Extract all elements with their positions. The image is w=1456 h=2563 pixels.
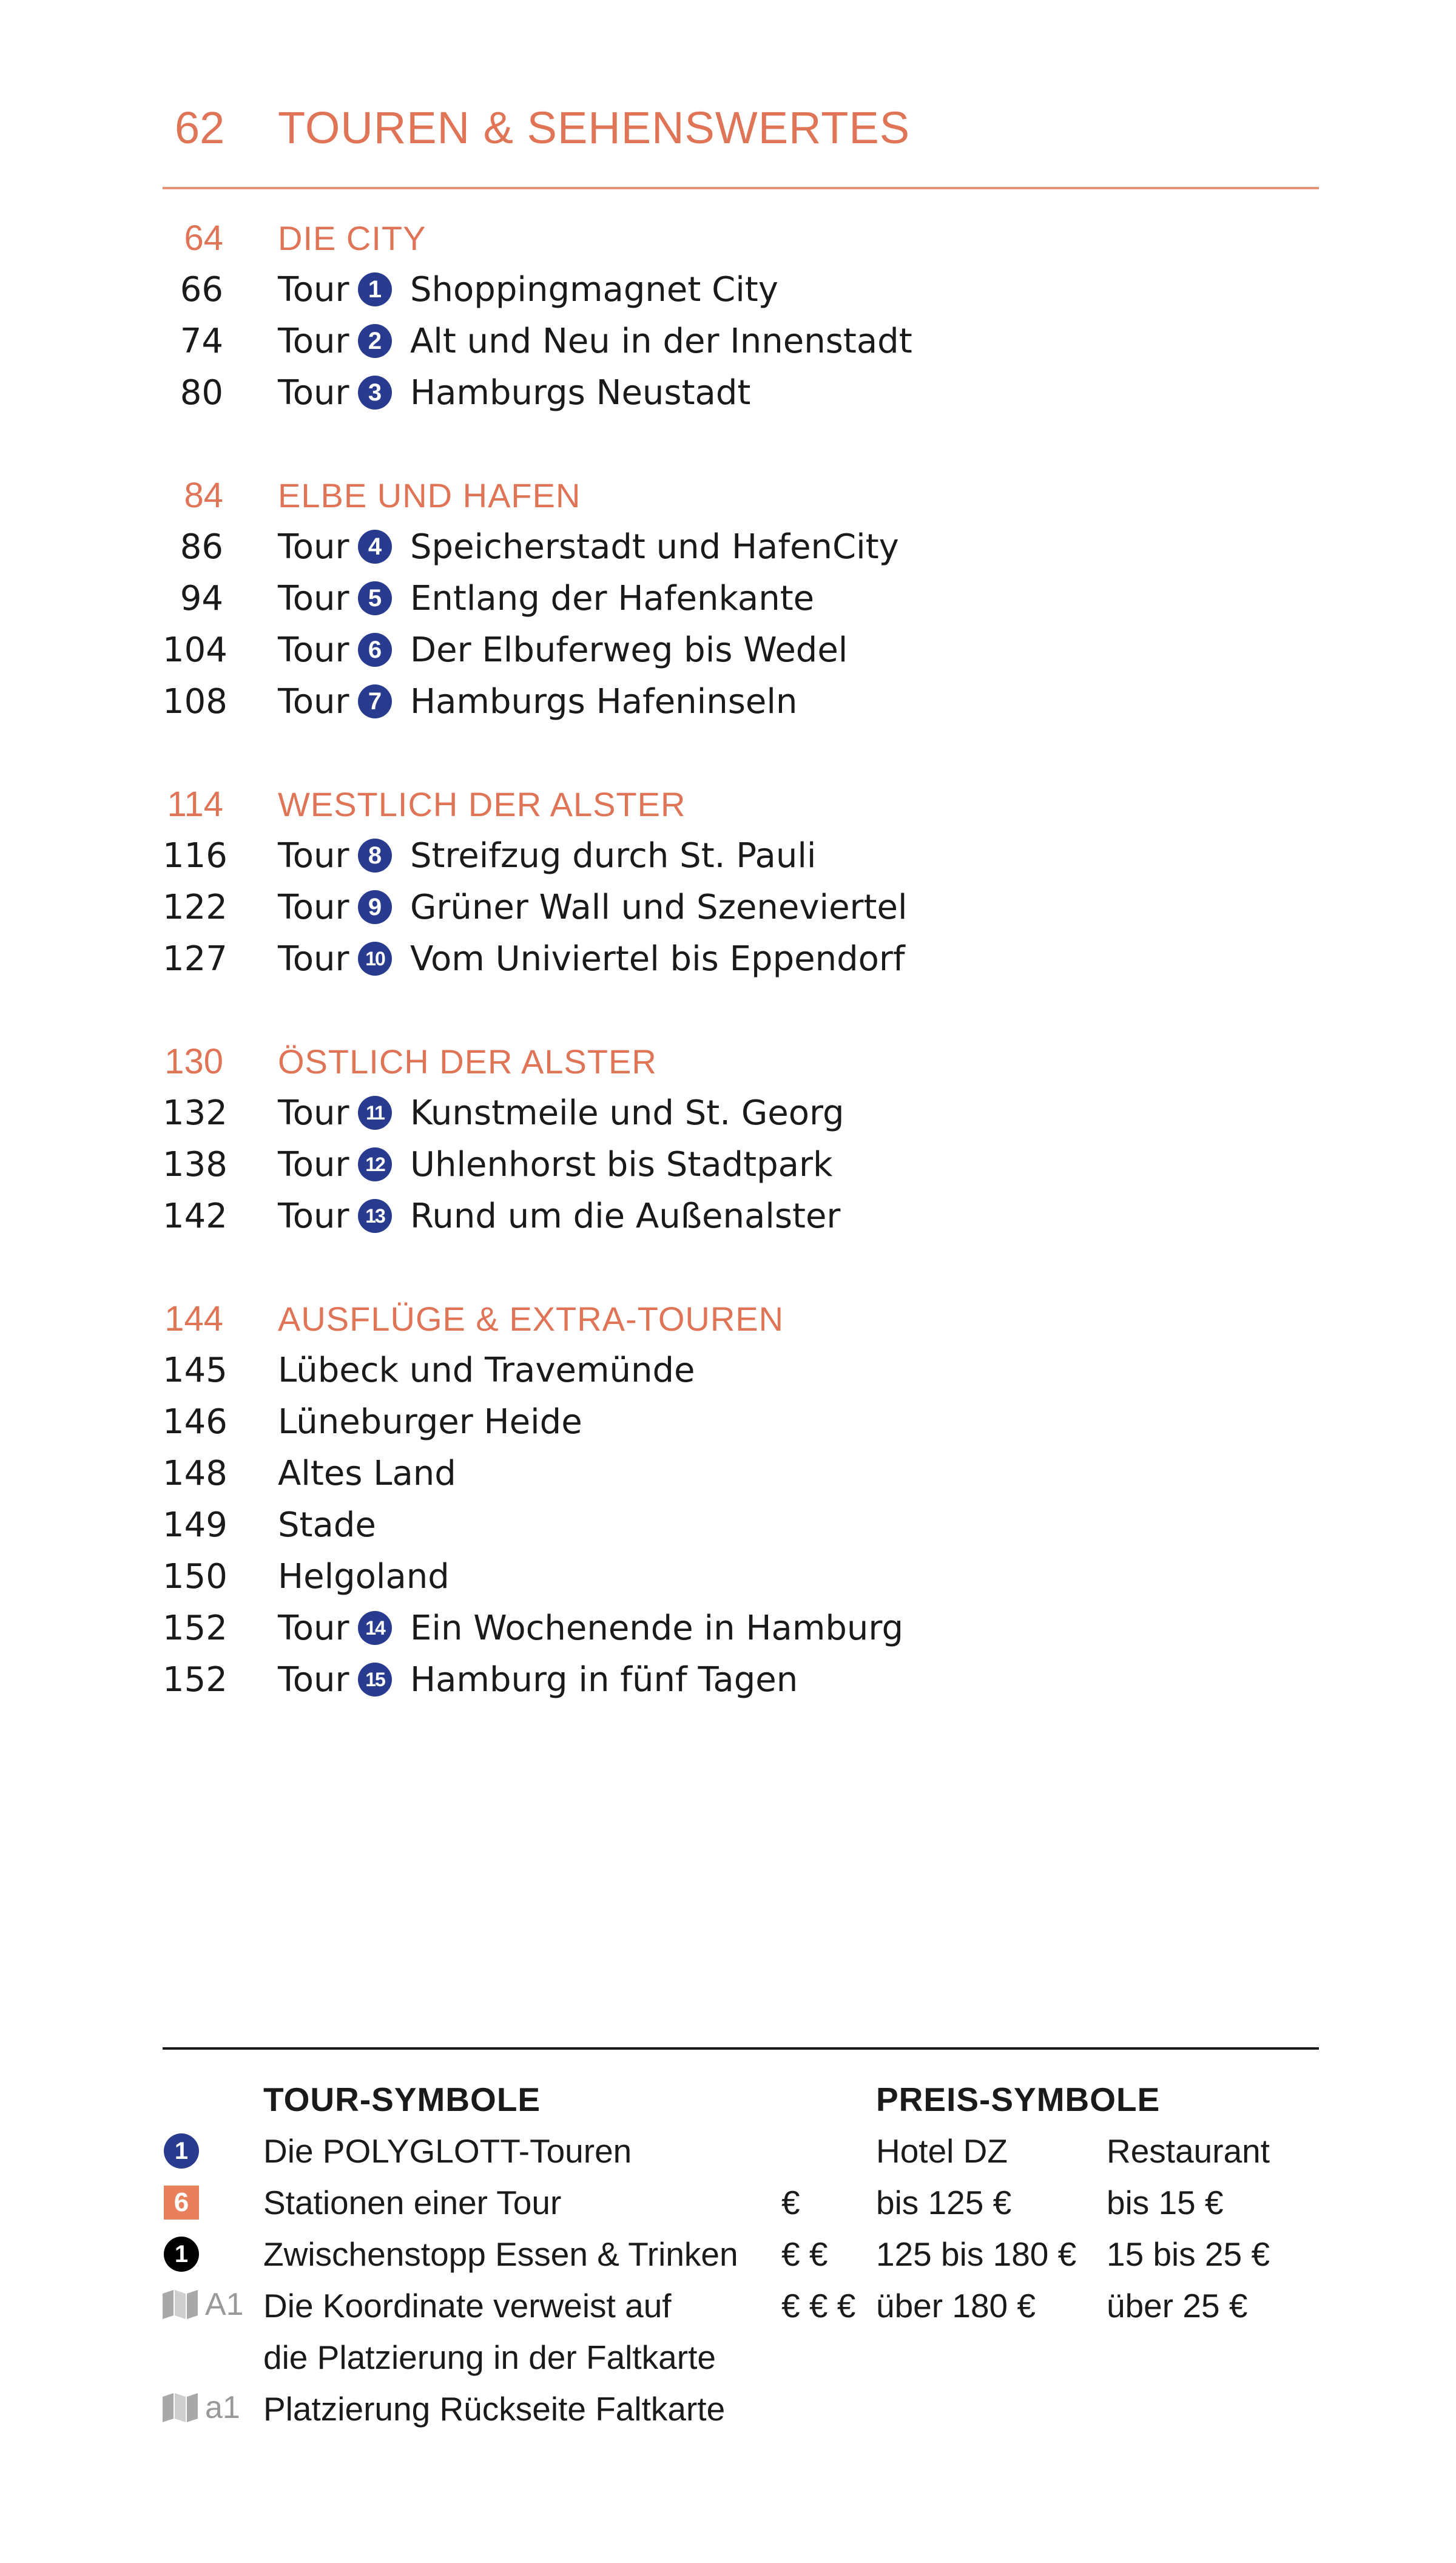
section-title: ÖSTLICH DER ALSTER: [278, 1042, 657, 1081]
section-title: AUSFLÜGE & EXTRA-TOUREN: [278, 1300, 784, 1338]
toc-entry: [163, 316, 1315, 367]
tour-label: Tour: [278, 1660, 349, 1700]
legend: [163, 2074, 1319, 2438]
entry-title: Rund um die Außenalster: [410, 1197, 841, 1236]
entry-title: Hamburg in fünf Tagen: [410, 1660, 798, 1700]
section-title: DIE CITY: [278, 219, 426, 257]
entry-page-number: 152: [163, 1609, 228, 1648]
chapter-page-number: 62: [175, 103, 225, 153]
tour-number-badge: 11: [358, 1096, 392, 1130]
entry-page-number: 74: [180, 322, 223, 361]
entry-page-number: 94: [180, 579, 223, 618]
tour-number-badge: 4: [358, 530, 392, 564]
section-heading: [163, 1293, 1315, 1345]
legend-back-map-text: Platzierung Rückseite Faltkarte: [263, 2390, 726, 2428]
tour-label: Tour: [278, 682, 349, 721]
map-back-coordinate-label: a1: [205, 2390, 240, 2425]
entry-title: Alt und Neu in der Innenstadt: [410, 322, 912, 361]
toc-entry: [163, 1448, 1315, 1499]
tour-label: Tour: [278, 836, 349, 876]
header-divider: [163, 187, 1319, 189]
price-hotel: 125 bis 180 €: [876, 2235, 1077, 2273]
entry-title: Hamburgs Neustadt: [410, 373, 751, 413]
toc-entry: [163, 521, 1315, 573]
food-stop-icon: 1: [164, 2237, 199, 2272]
toc-entry: [163, 676, 1315, 728]
tour-label: Tour: [278, 888, 349, 927]
toc-entry: [163, 1396, 1315, 1448]
toc-entry: [163, 1190, 1315, 1242]
price-header-hotel: Hotel DZ: [876, 2132, 1008, 2170]
tour-label: Tour: [278, 630, 349, 670]
price-symbol: €: [781, 2184, 800, 2221]
table-of-contents: [163, 212, 1315, 1706]
section-page-number: 114: [167, 785, 223, 824]
entry-title: Lüneburger Heide: [278, 1402, 582, 1442]
entry-page-number: 127: [163, 939, 228, 979]
tour-number-badge: 9: [358, 890, 392, 924]
toc-entry: [163, 573, 1315, 624]
entry-page-number: 122: [163, 888, 228, 927]
entry-title: Vom Univiertel bis Eppendorf: [410, 939, 905, 979]
entry-page-number: 86: [180, 527, 223, 567]
entry-title: Stade: [278, 1505, 376, 1545]
tour-number-badge: 13: [358, 1199, 392, 1233]
entry-title: Kunstmeile und St. Georg: [410, 1093, 844, 1133]
section-title: WESTLICH DER ALSTER: [278, 785, 686, 823]
tour-label: Tour: [278, 1197, 349, 1236]
entry-page-number: 80: [180, 373, 223, 413]
section-page-number: 144: [164, 1299, 223, 1339]
entry-title: Entlang der Hafenkante: [410, 579, 815, 618]
tour-number-badge: 3: [358, 376, 392, 410]
entry-page-number: 66: [180, 270, 223, 309]
entry-title: Altes Land: [278, 1454, 456, 1493]
price-restaurant: bis 15 €: [1107, 2184, 1224, 2221]
section-title: ELBE UND HAFEN: [278, 476, 581, 515]
tour-label: Tour: [278, 1145, 349, 1184]
tour-label: Tour: [278, 322, 349, 361]
entry-title: Lübeck und Travemünde: [278, 1351, 695, 1390]
entry-title: Ein Wochenende in Hamburg: [410, 1609, 904, 1648]
toc-entry: [163, 264, 1315, 316]
entry-page-number: 132: [163, 1093, 228, 1133]
entry-title: Shoppingmagnet City: [410, 270, 778, 309]
chapter-title: TOUREN & SEHENSWERTES: [278, 103, 911, 153]
price-hotel: bis 125 €: [876, 2184, 1012, 2221]
price-symbol: € € €: [781, 2287, 856, 2325]
entry-title: Streifzug durch St. Pauli: [410, 836, 817, 876]
toc-entry: [163, 624, 1315, 676]
tour-number-badge: 12: [358, 1147, 392, 1181]
section-heading: [163, 1036, 1315, 1087]
legend-coordinate-text: Die Koordinate verweist auf: [263, 2287, 672, 2325]
tour-label: Tour: [278, 527, 349, 567]
tour-label: Tour: [278, 270, 349, 309]
station-number-icon: 6: [164, 2186, 199, 2220]
chapter-header: [175, 102, 1319, 193]
price-restaurant: 15 bis 25 €: [1107, 2235, 1270, 2273]
entry-title: Grüner Wall und Szeneviertel: [410, 888, 908, 927]
entry-page-number: 104: [163, 630, 228, 670]
toc-entry: [163, 1551, 1315, 1602]
section-heading: [163, 470, 1315, 521]
entry-page-number: 138: [163, 1145, 228, 1184]
entry-page-number: 149: [163, 1505, 228, 1545]
folding-map-back-icon: [163, 2391, 248, 2425]
tour-symbols-heading: TOUR-SYMBOLE: [263, 2081, 541, 2118]
toc-entry: [163, 1087, 1315, 1139]
entry-page-number: 116: [163, 836, 228, 876]
entry-page-number: 108: [163, 682, 228, 721]
tour-number-badge: 5: [358, 581, 392, 615]
entry-page-number: 145: [163, 1351, 228, 1390]
entry-page-number: 146: [163, 1402, 228, 1442]
price-symbol: € €: [781, 2235, 828, 2273]
entry-title: Helgoland: [278, 1557, 450, 1596]
tour-number-badge: 2: [358, 324, 392, 358]
section-heading: [163, 212, 1315, 264]
toc-entry: [163, 1345, 1315, 1396]
section-page-number: 84: [184, 476, 223, 515]
tour-number-badge: 6: [358, 633, 392, 667]
entry-title: Der Elbuferweg bis Wedel: [410, 630, 848, 670]
entry-page-number: 148: [163, 1454, 228, 1493]
toc-entry: [163, 882, 1315, 933]
price-symbols-heading: PREIS-SYMBOLE: [876, 2081, 1161, 2118]
toc-entry: [163, 1654, 1315, 1706]
section-heading: [163, 778, 1315, 830]
section-page-number: 130: [164, 1042, 223, 1081]
tour-number-badge: 10: [358, 942, 392, 976]
entry-page-number: 142: [163, 1197, 228, 1236]
tour-number-badge: 14: [358, 1611, 392, 1645]
legend-station-text: Stationen einer Tour: [263, 2184, 562, 2221]
tour-label: Tour: [278, 373, 349, 413]
tour-number-badge: 1: [358, 272, 392, 306]
entry-title: Uhlenhorst bis Stadtpark: [410, 1145, 833, 1184]
legend-food-text: Zwischenstopp Essen & Trinken: [263, 2235, 738, 2273]
section-page-number: 64: [184, 218, 223, 258]
price-hotel: über 180 €: [876, 2287, 1036, 2325]
toc-entry: [163, 367, 1315, 419]
legend-coordinate-text-2: die Platzierung in der Faltkarte: [263, 2338, 716, 2376]
tour-number-badge: 8: [358, 839, 392, 873]
toc-entry: [163, 830, 1315, 882]
tour-number-badge: 7: [358, 684, 392, 718]
price-header-restaurant: Restaurant: [1107, 2132, 1270, 2170]
tour-number-badge: 15: [358, 1663, 392, 1697]
tour-label: Tour: [278, 939, 349, 979]
entry-page-number: 150: [163, 1557, 228, 1596]
tour-label: Tour: [278, 1609, 349, 1648]
toc-entry: [163, 1602, 1315, 1654]
entry-page-number: 152: [163, 1660, 228, 1700]
folding-map-icon: [163, 2288, 248, 2322]
map-coordinate-label: A1: [205, 2287, 244, 2322]
tour-label: Tour: [278, 1093, 349, 1133]
toc-entry: [163, 1139, 1315, 1190]
legend-divider: [163, 2047, 1319, 2050]
price-restaurant: über 25 €: [1107, 2287, 1248, 2325]
tour-number-icon: 1: [164, 2133, 199, 2169]
entry-title: Speicherstadt und HafenCity: [410, 527, 899, 567]
entry-title: Hamburgs Hafeninseln: [410, 682, 798, 721]
tour-label: Tour: [278, 579, 349, 618]
toc-entry: [163, 1499, 1315, 1551]
toc-entry: [163, 933, 1315, 985]
legend-tour-text: Die POLYGLOTT-Touren: [263, 2132, 632, 2170]
